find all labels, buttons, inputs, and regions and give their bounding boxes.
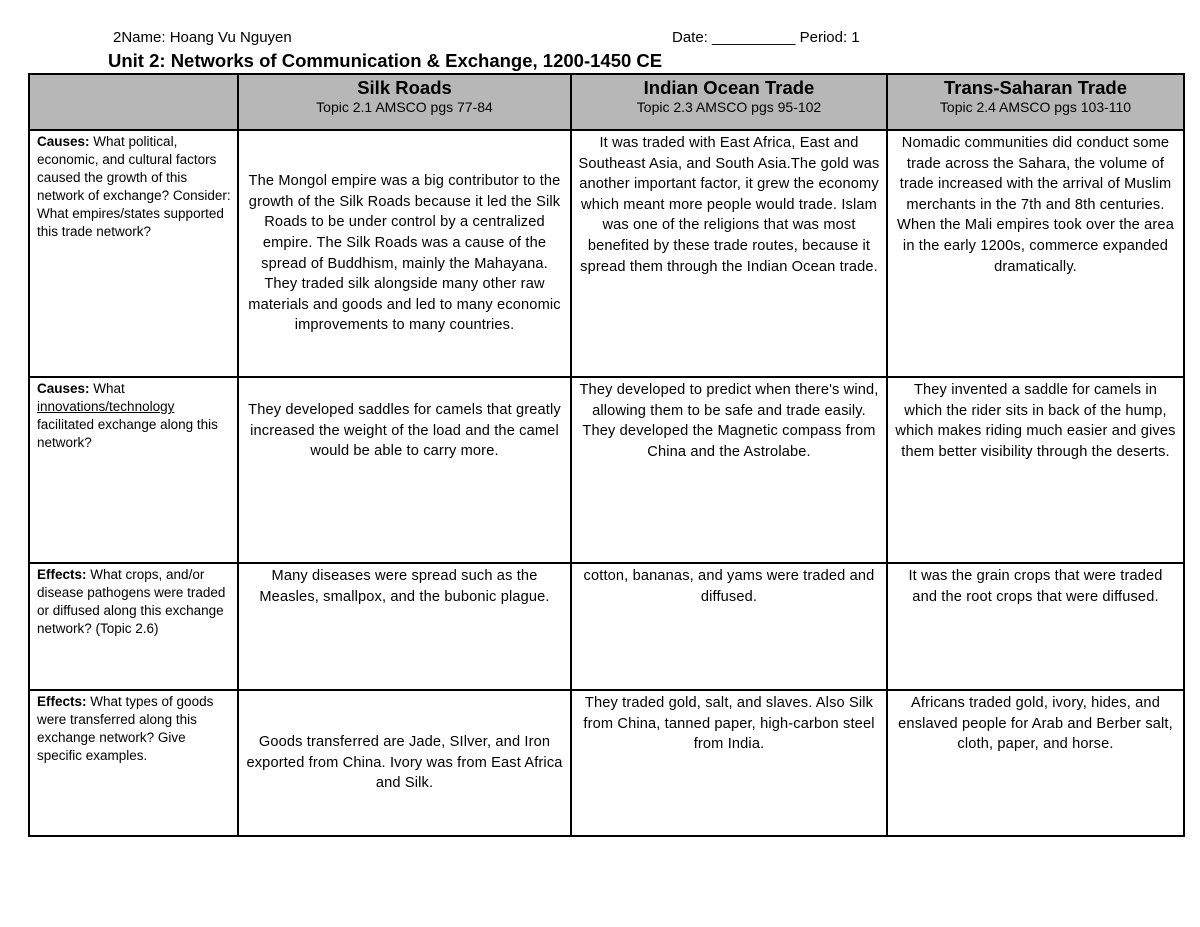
column-title: Silk Roads [357, 77, 452, 98]
column-title: Indian Ocean Trade [643, 77, 815, 98]
answer-cell-indian-ocean[interactable]: It was traded with East Africa, East and Southeast Asia, and South Asia.The gold was another important factor, it grew the economy which meant more people would trade. Islam was one of the religions that was most benefited by these trade routes, because it spread them through the Indian Ocean trade. [571, 130, 887, 377]
column-subtitle: Topic 2.4 AMSCO pgs 103-110 [939, 99, 1132, 115]
student-name-line: 2Name: Hoang Vu Nguyen [113, 29, 292, 46]
answer-cell-silk-roads[interactable]: Many diseases were spread such as the Measles, smallpox, and the bubonic plague. [238, 563, 571, 690]
question-text-end: facilitated exchange along this network? [37, 417, 218, 450]
table-row [29, 690, 1184, 836]
question-label: Causes: [37, 381, 90, 396]
table-row [29, 377, 1184, 563]
column-subtitle: Topic 2.1 AMSCO pgs 77-84 [316, 99, 493, 115]
answer-cell-silk-roads[interactable]: The Mongol empire was a big contributor to the growth of the Silk Roads because it led the Silk Roads to be under control by a centralized empire. The Silk Roads was a cause of the spread of Buddhism, mainly the Mahayana. They traded silk alongside many other raw materials and goods and led to many economic improvements to many countries. [238, 130, 571, 377]
column-header-indian-ocean [571, 74, 887, 130]
answer-cell-trans-saharan[interactable]: They invented a saddle for camels in which the rider sits in back of the hump, which makes riding much easier and gives them better visibility through the deserts. [887, 377, 1184, 563]
question-text: What political, economic, and cultural factors caused the growth of this network of exchange? Consider: What empires/states supported this trade network? [37, 134, 231, 239]
question-label: Effects: [37, 694, 87, 709]
answer-cell-trans-saharan[interactable]: It was the grain crops that were traded and the root crops that were diffused. [887, 563, 1184, 690]
answer-cell-trans-saharan[interactable]: Nomadic communities did conduct some trade across the Sahara, the volume of trade increased with the arrival of Muslim merchants in the 7th and 8th centuries. When the Mali empires took over the area in the early 1200s, commerce expanded dramatically. [887, 130, 1184, 377]
question-cell [29, 130, 238, 377]
organizer-table [28, 73, 1185, 837]
question-text: What [89, 381, 125, 396]
page-title: Unit 2: Networks of Communication & Exchange, 1200-1450 CE [108, 50, 663, 71]
question-label: Causes: [37, 134, 90, 149]
column-subtitle: Topic 2.3 AMSCO pgs 95-102 [636, 99, 822, 115]
question-text: What types of goods were transferred along this exchange network? Give specific examples. [37, 694, 214, 763]
question-cell [29, 377, 238, 563]
table-row [29, 563, 1184, 690]
date-period-line: Date: __________ Period: 1 [672, 29, 860, 46]
corner-cell [29, 74, 238, 130]
question-label: Effects: [37, 567, 87, 582]
column-title: Trans-Saharan Trade [943, 77, 1128, 98]
column-header-silk-roads [238, 74, 571, 130]
answer-cell-indian-ocean[interactable]: They traded gold, salt, and slaves. Also Silk from China, tanned paper, high-carbon steel from India. [571, 690, 887, 836]
answer-cell-indian-ocean[interactable]: cotton, bananas, and yams were traded and diffused. [571, 563, 887, 690]
answer-cell-silk-roads[interactable]: Goods transferred are Jade, SIlver, and Iron exported from China. Ivory was from East Africa and Silk. [238, 690, 571, 836]
answer-cell-trans-saharan[interactable]: Africans traded gold, ivory, hides, and enslaved people for Arab and Berber salt, cloth, paper, and horse. [887, 690, 1184, 836]
question-text: What crops, and/or disease pathogens were traded or diffused along this exchange network? (Topic 2.6) [37, 567, 226, 636]
answer-cell-silk-roads[interactable]: They developed saddles for camels that greatly increased the weight of the load and the camel would be able to carry more. [238, 377, 571, 563]
answer-cell-indian-ocean[interactable]: They developed to predict when there's wind, allowing them to be safe and trade easily. They developed the Magnetic compass from China and the Astrolabe. [571, 377, 887, 563]
question-cell [29, 563, 238, 690]
table-row [29, 130, 1184, 377]
header-row [29, 74, 1184, 130]
question-underlined-text: innovations/technology [37, 399, 175, 414]
question-cell [29, 690, 238, 836]
column-header-trans-saharan [887, 74, 1184, 130]
